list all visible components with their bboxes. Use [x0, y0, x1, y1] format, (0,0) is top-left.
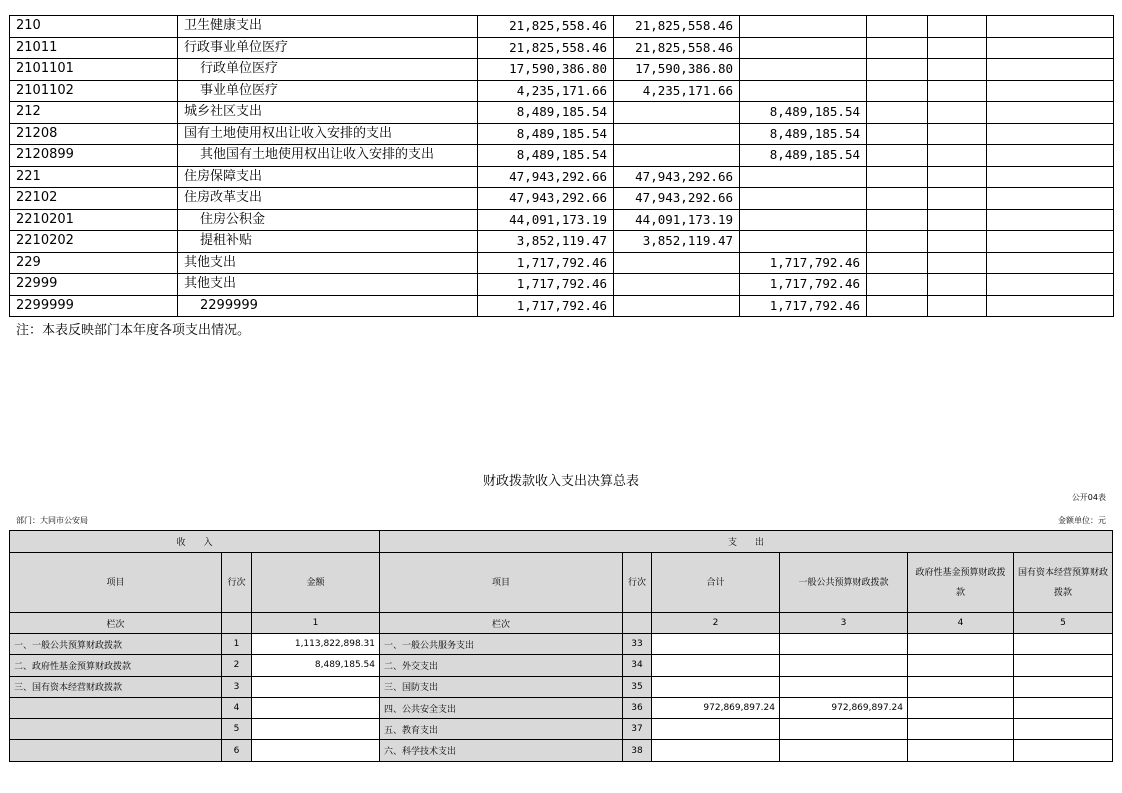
blank-cell [987, 188, 1114, 210]
general-cell [780, 634, 908, 655]
name-cell: 住房保障支出 [178, 166, 478, 188]
income-amount-cell [252, 719, 380, 740]
income-line-cell: 5 [222, 719, 252, 740]
fund-cell [908, 655, 1014, 676]
expense-item-cell: 二、外交支出 [380, 655, 623, 676]
basic-cell [614, 295, 740, 317]
blank-cell [987, 145, 1114, 167]
name-cell: 其他国有土地使用权出让收入安排的支出 [178, 145, 478, 167]
state-cell [1014, 634, 1113, 655]
code-cell: 21011 [10, 37, 178, 59]
project-cell: 1,717,792.46 [740, 274, 867, 296]
col-index: 1 [252, 613, 380, 634]
blank-cell [928, 16, 987, 38]
general-cell [780, 740, 908, 761]
blank-cell [928, 59, 987, 81]
col-expense-line: 行次 [623, 553, 652, 613]
blank-cell [867, 274, 928, 296]
blank-cell [867, 123, 928, 145]
fund-cell [908, 740, 1014, 761]
name-cell: 住房改革支出 [178, 188, 478, 210]
basic-cell: 3,852,119.47 [614, 231, 740, 253]
blank-cell [867, 252, 928, 274]
code-cell: 2120899 [10, 145, 178, 167]
table-row [10, 295, 1114, 317]
general-cell [780, 719, 908, 740]
name-cell: 住房公积金 [178, 209, 478, 231]
basic-cell [614, 123, 740, 145]
state-cell [1014, 697, 1113, 718]
income-item-cell: 二、政府性基金预算财政拨款 [10, 655, 222, 676]
col-income-line: 行次 [222, 553, 252, 613]
total-cell: 8,489,185.54 [478, 102, 614, 124]
table-row [10, 166, 1114, 188]
expense-line-cell: 37 [623, 719, 652, 740]
col-expense-item: 项目 [380, 553, 623, 613]
table-row [10, 655, 1113, 676]
blank-cell [987, 37, 1114, 59]
blank-cell [987, 209, 1114, 231]
income-amount-cell [252, 740, 380, 761]
table-row [10, 102, 1114, 124]
blank-cell [987, 295, 1114, 317]
basic-cell: 44,091,173.19 [614, 209, 740, 231]
report-title: 财政拨款收入支出决算总表 [482, 474, 639, 489]
basic-cell: 47,943,292.66 [614, 188, 740, 210]
state-cell [1014, 655, 1113, 676]
blank-cell [867, 231, 928, 253]
col-index: 5 [1014, 613, 1113, 634]
income-item-cell [10, 719, 222, 740]
blank-cell [867, 102, 928, 124]
expense-item-cell: 五、教育支出 [380, 719, 623, 740]
col-index-blank [222, 613, 252, 634]
total-cell: 1,717,792.46 [478, 295, 614, 317]
blank-cell [867, 59, 928, 81]
project-cell [740, 209, 867, 231]
table-row [10, 123, 1114, 145]
blank-cell [867, 295, 928, 317]
blank-cell [928, 295, 987, 317]
col-index: 3 [780, 613, 908, 634]
expenditure-detail-table [9, 15, 1114, 317]
total-cell [652, 634, 780, 655]
expense-line-cell: 33 [623, 634, 652, 655]
blank-cell [928, 145, 987, 167]
basic-cell [614, 274, 740, 296]
project-cell: 8,489,185.54 [740, 145, 867, 167]
col-index-blank [623, 613, 652, 634]
blank-cell [928, 166, 987, 188]
general-cell [780, 676, 908, 697]
income-item-cell [10, 740, 222, 761]
col-general-budget: 一般公共预算财政拨款 [780, 553, 908, 613]
table-row [10, 231, 1114, 253]
table-row [10, 80, 1114, 102]
code-cell: 2101102 [10, 80, 178, 102]
code-cell: 2101101 [10, 59, 178, 81]
total-cell: 1,717,792.46 [478, 274, 614, 296]
total-cell [652, 676, 780, 697]
expense-line-cell: 38 [623, 740, 652, 761]
basic-cell: 47,943,292.66 [614, 166, 740, 188]
blank-cell [867, 80, 928, 102]
income-line-cell: 4 [222, 697, 252, 718]
blank-cell [987, 59, 1114, 81]
fund-cell [908, 719, 1014, 740]
col-index: 4 [908, 613, 1014, 634]
project-cell: 8,489,185.54 [740, 123, 867, 145]
code-cell: 2210202 [10, 231, 178, 253]
name-cell: 事业单位医疗 [178, 80, 478, 102]
name-cell: 行政单位医疗 [178, 59, 478, 81]
blank-cell [928, 37, 987, 59]
blank-cell [867, 166, 928, 188]
total-cell: 1,717,792.46 [478, 252, 614, 274]
blank-cell [867, 188, 928, 210]
code-cell: 221 [10, 166, 178, 188]
table-row [10, 145, 1114, 167]
income-line-cell: 2 [222, 655, 252, 676]
basic-cell [614, 252, 740, 274]
table-row [10, 37, 1114, 59]
expense-item-cell: 四、公共安全支出 [380, 697, 623, 718]
total-cell [652, 740, 780, 761]
project-cell [740, 188, 867, 210]
blank-cell [867, 37, 928, 59]
project-cell: 8,489,185.54 [740, 102, 867, 124]
basic-cell: 21,825,558.46 [614, 16, 740, 38]
project-cell [740, 59, 867, 81]
expense-line-cell: 34 [623, 655, 652, 676]
income-line-cell: 1 [222, 634, 252, 655]
income-header: 收 入 [10, 531, 380, 553]
general-cell [780, 655, 908, 676]
blank-cell [928, 252, 987, 274]
expense-item-cell: 一、一般公共服务支出 [380, 634, 623, 655]
general-cell: 972,869,897.24 [780, 697, 908, 718]
code-cell: 212 [10, 102, 178, 124]
fund-cell [908, 676, 1014, 697]
code-cell: 2210201 [10, 209, 178, 231]
income-line-cell: 3 [222, 676, 252, 697]
form-number: 公开04表 [1071, 493, 1106, 502]
project-cell [740, 80, 867, 102]
name-cell: 提租补贴 [178, 231, 478, 253]
total-cell [652, 655, 780, 676]
blank-cell [987, 123, 1114, 145]
table-row [10, 740, 1113, 761]
col-state-capital: 国有资本经营预算财政拨款 [1014, 553, 1113, 613]
blank-cell [928, 123, 987, 145]
expense-header: 支 出 [380, 531, 1113, 553]
state-cell [1014, 740, 1113, 761]
code-cell: 22102 [10, 188, 178, 210]
table-row [10, 209, 1114, 231]
blank-cell [987, 16, 1114, 38]
col-index: 2 [652, 613, 780, 634]
total-cell: 47,943,292.66 [478, 188, 614, 210]
total-cell: 17,590,386.80 [478, 59, 614, 81]
project-cell [740, 37, 867, 59]
blank-cell [928, 80, 987, 102]
blank-cell [928, 209, 987, 231]
table-row [10, 634, 1113, 655]
project-cell: 1,717,792.46 [740, 295, 867, 317]
basic-cell: 21,825,558.46 [614, 37, 740, 59]
project-cell [740, 231, 867, 253]
name-cell: 卫生健康支出 [178, 16, 478, 38]
name-cell: 国有土地使用权出让收入安排的支出 [178, 123, 478, 145]
blank-cell [867, 209, 928, 231]
basic-cell: 4,235,171.66 [614, 80, 740, 102]
expense-line-cell: 36 [623, 697, 652, 718]
table-row [10, 16, 1114, 38]
table-row [10, 188, 1114, 210]
blank-cell [928, 188, 987, 210]
col-fund-budget: 政府性基金预算财政拨款 [908, 553, 1014, 613]
expense-item-cell: 六、科学技术支出 [380, 740, 623, 761]
table-row [10, 252, 1114, 274]
blank-cell [987, 166, 1114, 188]
code-cell: 2299999 [10, 295, 178, 317]
total-cell: 8,489,185.54 [478, 123, 614, 145]
total-cell: 21,825,558.46 [478, 16, 614, 38]
state-cell [1014, 676, 1113, 697]
name-cell: 城乡社区支出 [178, 102, 478, 124]
table-row [10, 676, 1113, 697]
basic-cell [614, 145, 740, 167]
blank-cell [928, 231, 987, 253]
col-index-label: 栏次 [10, 613, 222, 634]
code-cell: 210 [10, 16, 178, 38]
table-row [10, 59, 1114, 81]
basic-cell: 17,590,386.80 [614, 59, 740, 81]
code-cell: 22999 [10, 274, 178, 296]
name-cell: 行政事业单位医疗 [178, 37, 478, 59]
total-cell: 972,869,897.24 [652, 697, 780, 718]
table-row [10, 719, 1113, 740]
total-cell: 21,825,558.46 [478, 37, 614, 59]
income-amount-cell [252, 697, 380, 718]
income-amount-cell: 1,113,822,898.31 [252, 634, 380, 655]
state-cell [1014, 719, 1113, 740]
blank-cell [987, 80, 1114, 102]
project-cell: 1,717,792.46 [740, 252, 867, 274]
expense-item-cell: 三、国防支出 [380, 676, 623, 697]
blank-cell [987, 102, 1114, 124]
name-cell: 其他支出 [178, 252, 478, 274]
income-item-cell [10, 697, 222, 718]
table-row [10, 697, 1113, 718]
name-cell: 2299999 [178, 295, 478, 317]
table-row [10, 274, 1114, 296]
blank-cell [987, 231, 1114, 253]
department-label: 部门：大同市公安局 [16, 516, 88, 525]
code-cell: 21208 [10, 123, 178, 145]
total-cell: 8,489,185.54 [478, 145, 614, 167]
income-item-cell: 三、国有资本经营财政拨款 [10, 676, 222, 697]
total-cell [652, 719, 780, 740]
total-cell: 4,235,171.66 [478, 80, 614, 102]
income-amount-cell [252, 676, 380, 697]
blank-cell [867, 145, 928, 167]
fiscal-summary-table [9, 530, 1113, 762]
name-cell: 其他支出 [178, 274, 478, 296]
income-amount-cell: 8,489,185.54 [252, 655, 380, 676]
unit-label: 金额单位：元 [1058, 516, 1106, 525]
project-cell [740, 16, 867, 38]
fund-cell [908, 634, 1014, 655]
col-index-label: 栏次 [380, 613, 623, 634]
col-income-amount: 金额 [252, 553, 380, 613]
fund-cell [908, 697, 1014, 718]
income-line-cell: 6 [222, 740, 252, 761]
blank-cell [928, 102, 987, 124]
total-cell: 44,091,173.19 [478, 209, 614, 231]
code-cell: 229 [10, 252, 178, 274]
income-item-cell: 一、一般公共预算财政拨款 [10, 634, 222, 655]
blank-cell [987, 274, 1114, 296]
total-cell: 3,852,119.47 [478, 231, 614, 253]
col-income-item: 项目 [10, 553, 222, 613]
blank-cell [987, 252, 1114, 274]
blank-cell [867, 16, 928, 38]
project-cell [740, 166, 867, 188]
total-cell: 47,943,292.66 [478, 166, 614, 188]
col-total: 合计 [652, 553, 780, 613]
blank-cell [928, 274, 987, 296]
basic-cell [614, 102, 740, 124]
table-note: 注：本表反映部门本年度各项支出情况。 [16, 323, 251, 338]
expense-line-cell: 35 [623, 676, 652, 697]
